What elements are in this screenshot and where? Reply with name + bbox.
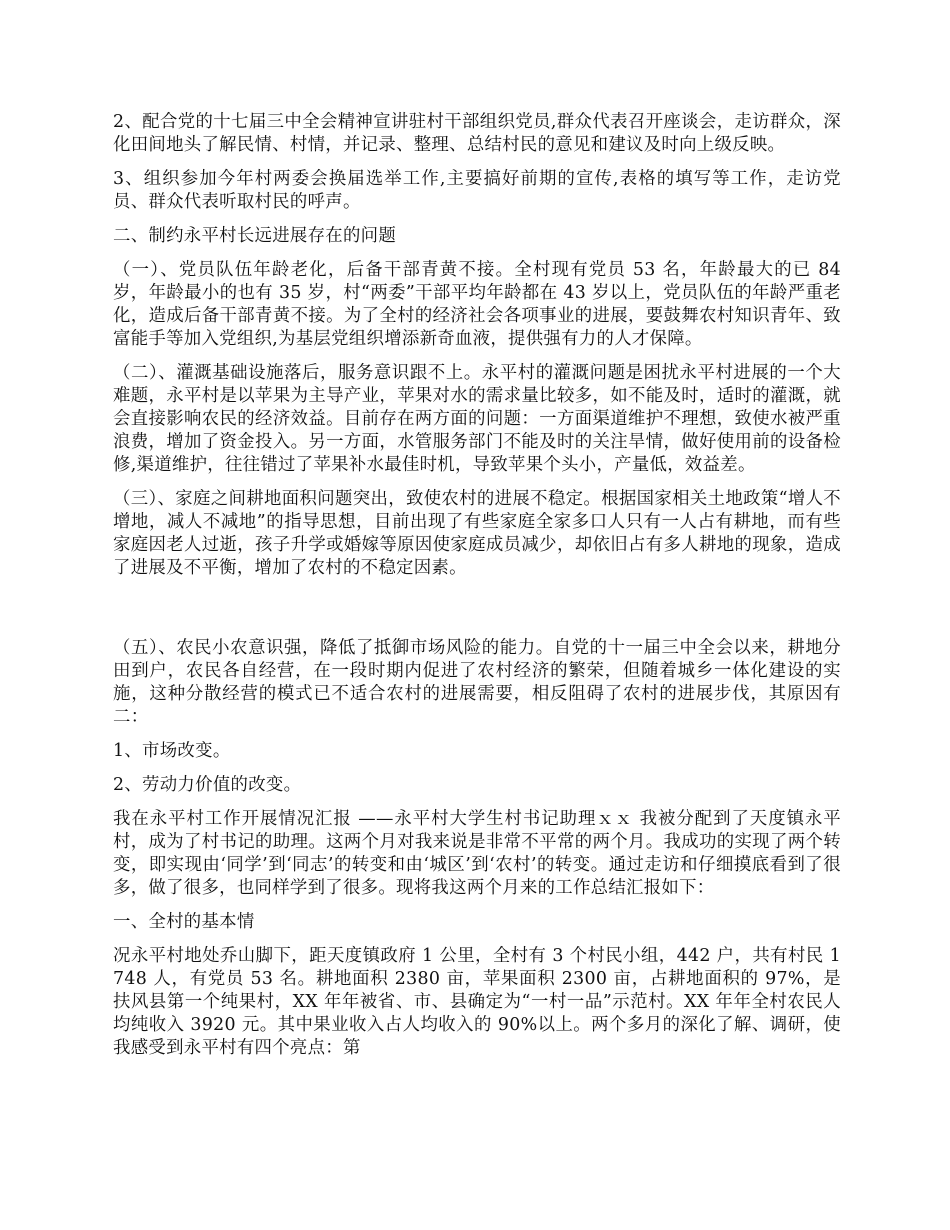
paragraph-problem-5-smallholder: （五）、农民小农意识强，降低了抵御市场风险的能力。自党的十一届三中全会以来，耕地分田到户，农民各自经营，在一段时期内促进了农村经济的繁荣，但随着城乡一体化建设的实施，这种分散经营的模式已不适合农村的进展需要，相反阻碍了农村的进展步伐，其原因有二： (113, 638, 841, 727)
blank-spacer (113, 591, 841, 637)
paragraph-problem-1-aging: （一）、党员队伍年龄老化，后备干部青黄不接。全村现有党员 53 名，年龄最大的已 84 岁，年龄最小的也有 35 岁，村“两委”干部平均年龄都在 43 岁以上，党员队伍的年龄严重老化，造成后备干部青黄不接。为了全村的经济社会各项事业的进展，要鼓舞农村知识青年、致富能手等加入党组织,为基层党组织增添新奇血液，提供强有力的人才保障。 (113, 260, 841, 349)
paragraph-work-report-intro: 我在永平村工作开展情况汇报 ——永平村大学生村书记助理ｘｘ 我被分配到了天度镇永平村，成为了村书记的助理。这两个月对我来说是非常不平常的两个月。我成功的实现了两个转变，即实现由‘同学’到‘同志’的转变和由‘城区’到‘农村’的转变。通过走访和仔细摸底看到了很多，做了很多，也同样学到了很多。现将我这两个月来的工作总结汇报如下： (113, 809, 842, 898)
document-page (113, 111, 841, 1071)
paragraph-item-3-election: 3、组织参加今年村两委会换届选举工作,主要搞好前期的宣传,表格的填写等工作，走访党员、群众代表听取村民的呼声。 (113, 169, 841, 212)
section-heading-basic-info: 一、全村的基本情 (113, 912, 255, 932)
paragraph-village-basic-info: 况永平村地处乔山脚下，距天度镇政府 1 公里，全村有 3 个村民小组，442 户，共有村民 1748 人，有党员 53 名。耕地面积 2380 亩，苹果面积 2300 亩，占耕地面积的 97%，是扶风县第一个纯果村，XX 年年被省、市、县确定为“一村一品”示范村。XX 年年全村农民人均纯收入 3920 元。其中果业收入占人均收入的 90%以上。两个多月的深化了解、调研，使我感受到永平村有四个亮点：第 (113, 946, 841, 1058)
paragraph-problem-2-irrigation: （二）、灌溉基础设施落后，服务意识跟不上。永平村的灌溉问题是困扰永平村进展的一个大难题，永平村是以苹果为主导产业，苹果对水的需求量比较多，如不能及时，适时的灌溉，就会直接影响农民的经济效益。目前存在两方面的问题：一方面渠道维护不理想，致使水被严重浪费，增加了资金投入。另一方面，水管服务部门不能及时的关注旱情，做好使用前的设备检修,渠道维护，往往错过了苹果补水最佳时机，导致苹果个头小，产量低，效益差。 (113, 363, 841, 475)
paragraph-problem-3-land: （三）、家庭之间耕地面积问题突出，致使农村的进展不稳定。根据国家相关土地政策“增人不增地，减人不减地”的指导思想，目前出现了有些家庭全家多口人只有一人占有耕地，而有些家庭因老人过逝，孩子升学或婚嫁等原因使家庭成员减少，却依旧占有多人耕地的现象，造成了进展及不平衡，增加了农村的不稳定因素。 (113, 489, 841, 578)
paragraph-item-2-seminar: 2、配合党的十七届三中全会精神宣讲驻村干部组织党员,群众代表召开座谈会，走访群众，深化田间地头了解民情、村情，并记录、整理、总结村民的意见和建议及时向上级反映。 (113, 112, 841, 155)
section-heading-problems: 二、制约永平村长远进展存在的问题 (113, 226, 397, 246)
paragraph-reason-2-labor: 2、劳动力价值的改变。 (113, 775, 302, 795)
paragraph-reason-1-market: 1、市场改变。 (113, 741, 231, 761)
